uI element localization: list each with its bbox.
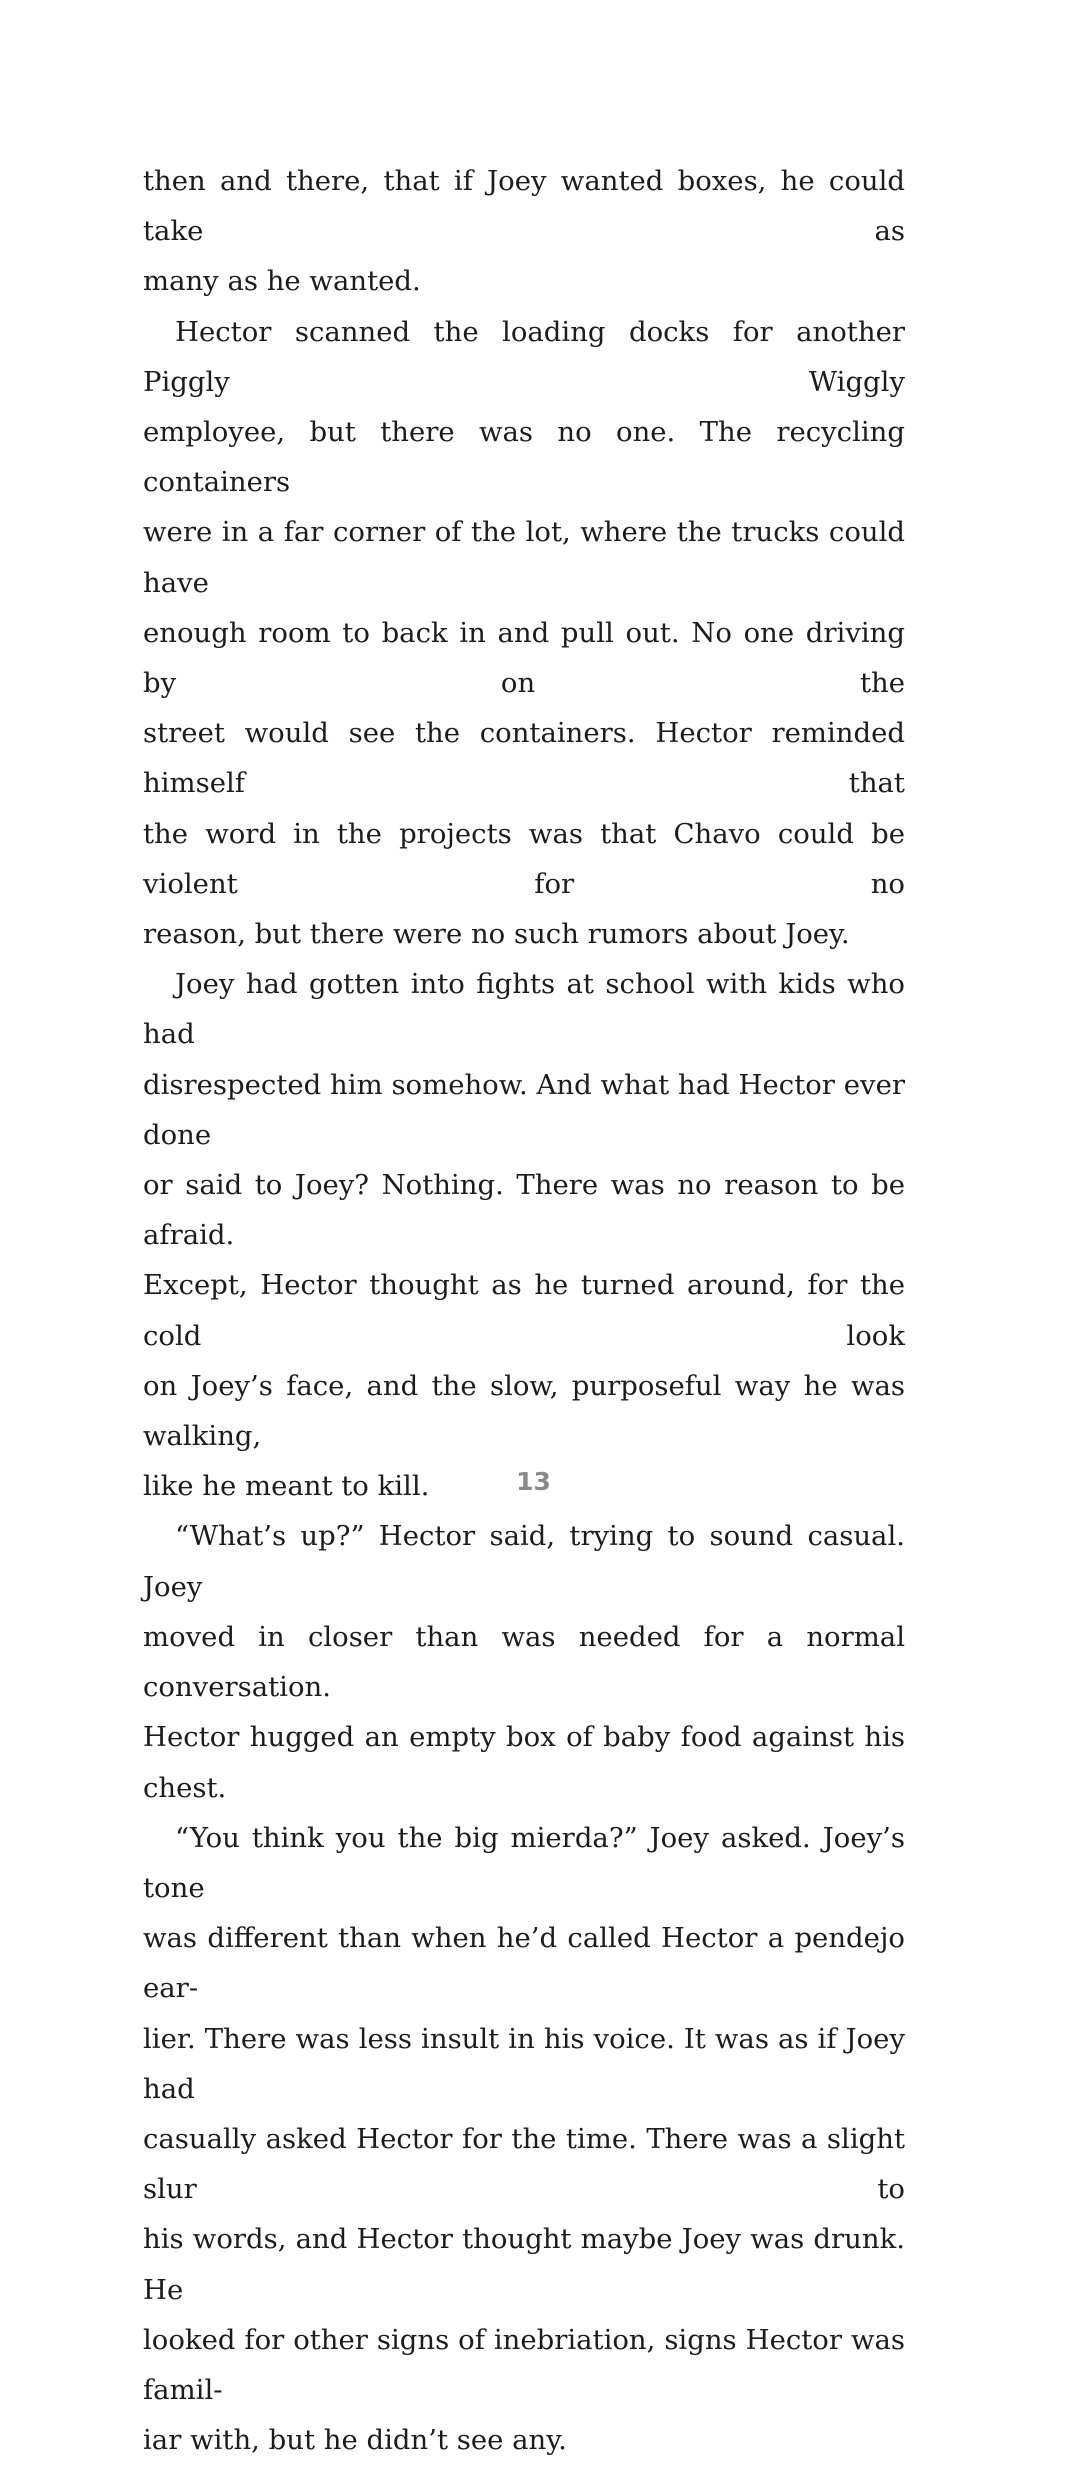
- paragraph-line: [143, 407, 905, 507]
- paragraph-line: [143, 2014, 905, 2114]
- paragraph-line: [143, 1913, 905, 2013]
- paragraph-line: [143, 507, 905, 607]
- paragraph: [143, 959, 905, 1059]
- paragraph-line: [143, 2315, 905, 2415]
- text-line: then and there, that if Joey wanted boxes, he could take as: [143, 165, 905, 248]
- text-line: street would see the containers. Hector reminded himself that: [143, 717, 905, 800]
- paragraph-line: [143, 909, 905, 959]
- paragraph-line: [143, 708, 905, 808]
- text-line: were in a far corner of the lot, where the trucks could have: [143, 516, 905, 599]
- paragraph: [143, 256, 905, 306]
- text-line: disrespected him somehow. And what had Hector ever done: [143, 1068, 905, 1151]
- text-line: reason, but there were no such rumors about Joey.: [143, 918, 850, 951]
- page-body: [143, 156, 905, 2465]
- text-line: Except, Hector thought as he turned around, for the cold look: [143, 1269, 905, 1352]
- text-line: iar with, but he didn’t see any.: [143, 2424, 567, 2457]
- text-line: the word in the projects was that Chavo could be violent for no: [143, 817, 905, 900]
- paragraph-line: [143, 1712, 905, 1812]
- text-line: like he meant to kill.: [143, 1470, 430, 1503]
- text-line: moved in closer than was needed for a normal conversation.: [143, 1620, 905, 1704]
- paragraph-line: [143, 809, 905, 909]
- text-line: Hector scanned the loading docks for another Piggly Wiggly: [143, 315, 905, 398]
- paragraph-line: [143, 2214, 905, 2314]
- paragraph: [143, 1511, 905, 1611]
- text-line: casually asked Hector for the time. There was a slight slur to: [143, 2122, 905, 2206]
- text-line: employee, but there was no one. The recycling containers: [143, 416, 905, 499]
- text-line: “What’s up?” Hector said, trying to sound casual. Joey: [143, 1520, 905, 1603]
- text-line: his words, and Hector thought maybe Joey was drunk. He: [143, 2223, 905, 2306]
- paragraph-line: [143, 1361, 905, 1461]
- text-line: looked for other signs of inebriation, signs Hector was famil-: [143, 2323, 905, 2406]
- paragraph-line: [143, 1160, 905, 1260]
- paragraph: [143, 307, 905, 407]
- paragraph-line: [143, 1260, 905, 1360]
- paragraph-line: [143, 1612, 905, 1712]
- text-line: many as he wanted.: [143, 265, 421, 298]
- paragraph-line: [143, 1060, 905, 1160]
- text-line: or said to Joey? Nothing. There was no reason to be afraid.: [143, 1169, 905, 1252]
- text-line: on Joey’s face, and the slow, purposeful way he was walking,: [143, 1369, 905, 1453]
- paragraph-line: [143, 2415, 905, 2465]
- text-line: Hector hugged an empty box of baby food against his chest.: [143, 1721, 905, 1804]
- paragraph-line: [143, 608, 905, 708]
- page-number: 13: [516, 1467, 551, 1496]
- paragraph-line: [143, 2114, 905, 2214]
- text-line: was different than when he’d called Hector a pendejo ear-: [143, 1922, 905, 2005]
- text-line: “You think you the big mierda?” Joey asked. Joey’s tone: [143, 1821, 905, 1904]
- text-line: lier. There was less insult in his voice. It was as if Joey had: [143, 2022, 905, 2105]
- paragraph: [143, 156, 905, 256]
- text-line: Joey had gotten into fights at school with kids who had: [143, 968, 905, 1051]
- paragraph: [143, 1813, 905, 1913]
- text-line: enough room to back in and pull out. No one driving by on the: [143, 616, 905, 700]
